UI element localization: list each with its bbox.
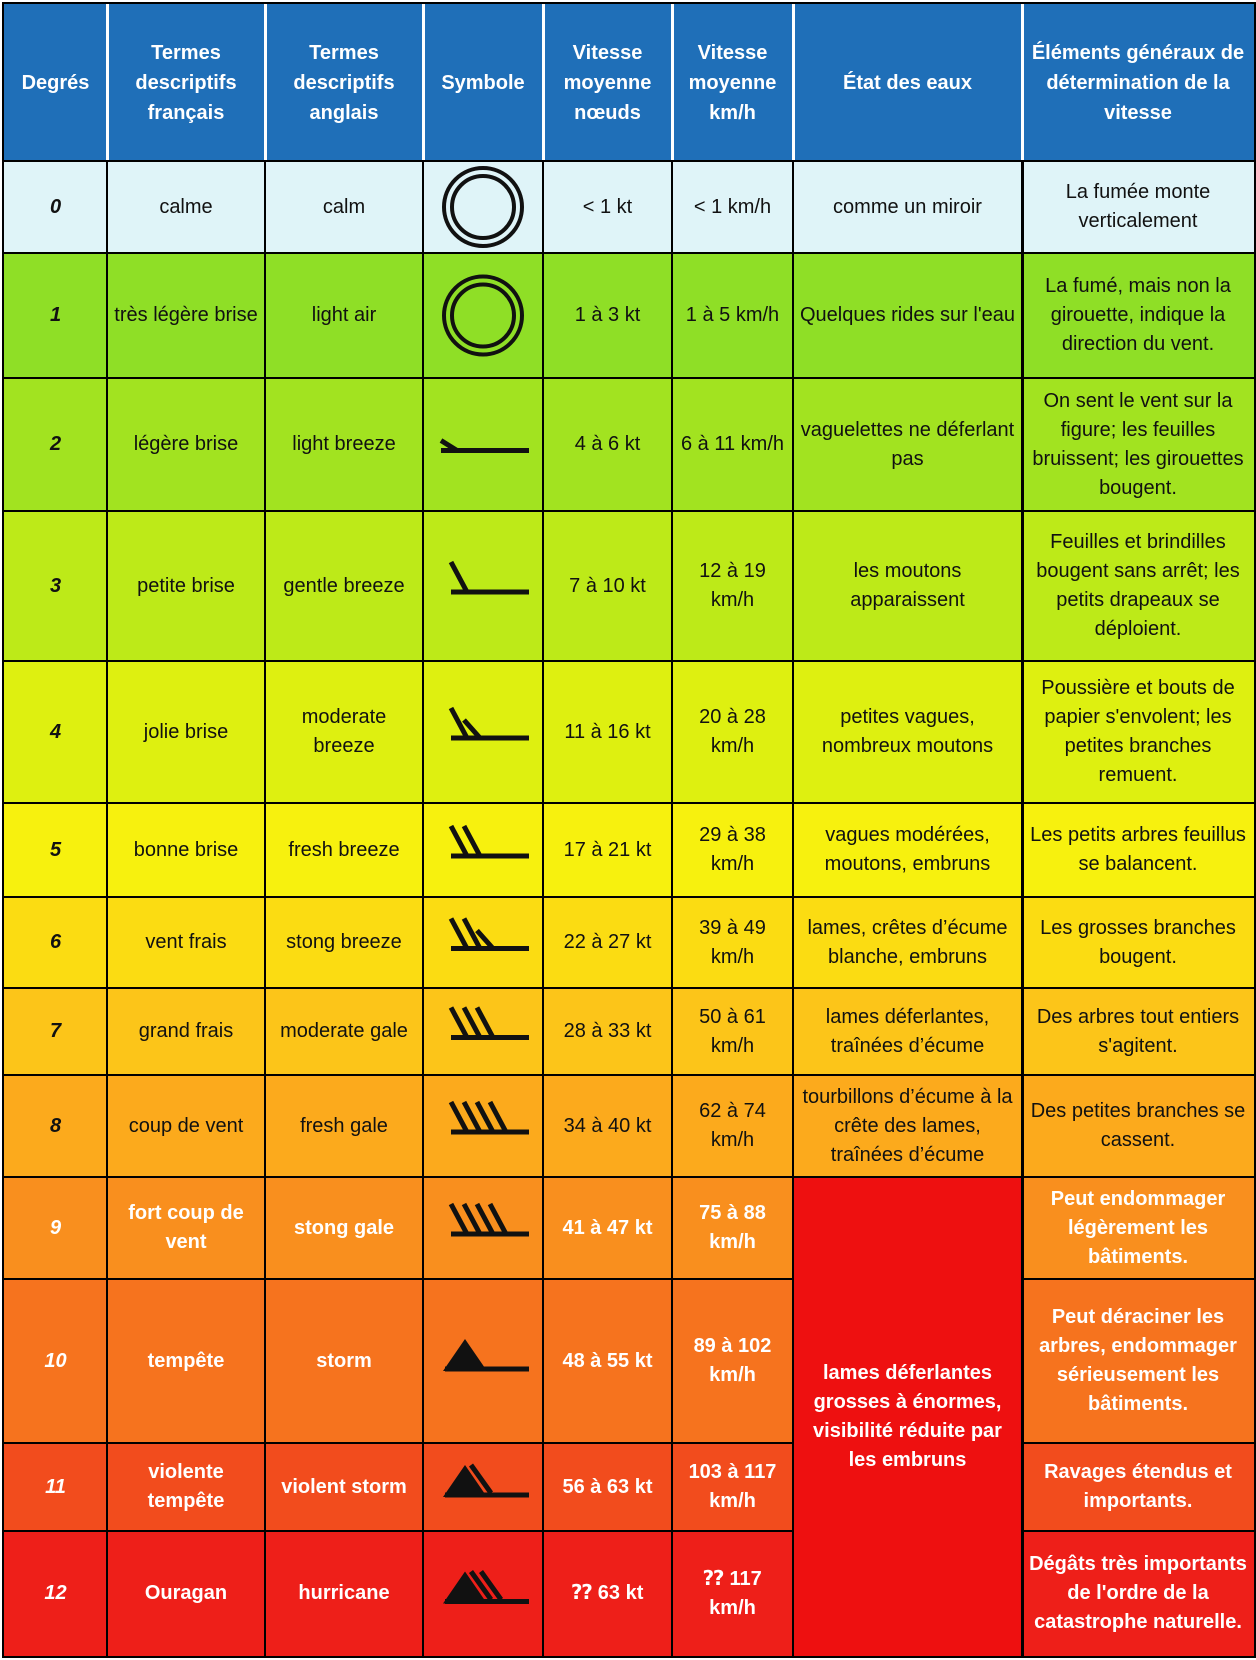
knots-cell: 17 à 21 kt <box>543 803 672 897</box>
degree-cell: 10 <box>4 1279 107 1443</box>
calm-circle-icon <box>423 161 543 253</box>
wind-barb-icon <box>423 1177 543 1279</box>
degree-cell: 5 <box>4 803 107 897</box>
border-top <box>2 2 1256 4</box>
water-cell: vaguelettes ne déferlant pas <box>793 378 1022 511</box>
kmh-cell: 29 à 38 km/h <box>672 803 793 897</box>
column-divider <box>264 161 266 1656</box>
degree-cell: 3 <box>4 511 107 661</box>
knots-cell: 11 à 16 kt <box>543 661 672 803</box>
elements-cell: La fumé, mais non la girouette, indique la direction du vent. <box>1022 253 1254 378</box>
kmh-cell: 39 à 49 km/h <box>672 897 793 988</box>
en-term-cell: gentle breeze <box>265 511 423 661</box>
knots-cell: 1 à 3 kt <box>543 253 672 378</box>
header-divider <box>542 4 545 161</box>
row-divider <box>4 987 1254 989</box>
fr-term-cell: très légère brise <box>107 253 265 378</box>
fr-term-cell: Ouragan <box>107 1531 265 1656</box>
row-divider <box>793 1176 1022 1178</box>
wind-barb-icon <box>423 803 543 897</box>
degree-cell: 7 <box>4 988 107 1075</box>
column-divider <box>542 161 544 1656</box>
pennant-triangle <box>443 1339 487 1371</box>
wind-barb-icon <box>423 988 543 1075</box>
fr-term-cell: grand frais <box>107 988 265 1075</box>
elements-cell: Les petits arbres feuillus se balancent. <box>1022 803 1254 897</box>
merged-water-text: lames déferlantes grosses à énormes, visibilité réduite par les embruns <box>793 1177 1022 1656</box>
header-en-terms: Termes descriptifs anglais <box>265 4 423 161</box>
header-divider <box>1021 4 1024 161</box>
row-divider <box>4 252 1254 254</box>
row-divider <box>1022 1530 1254 1532</box>
elements-cell: Peut déraciner les arbres, endommager sérieusement les bâtiments. <box>1022 1279 1254 1443</box>
fr-term-cell: coup de vent <box>107 1075 265 1177</box>
knots-cell: 28 à 33 kt <box>543 988 672 1075</box>
fr-term-cell: violente tempête <box>107 1443 265 1531</box>
degree-cell: 0 <box>4 161 107 253</box>
row-divider <box>4 1176 793 1178</box>
kmh-cell: ⁇ 117 km/h <box>672 1531 793 1656</box>
column-divider <box>792 161 794 1656</box>
fr-term-cell: petite brise <box>107 511 265 661</box>
row-divider <box>4 510 1254 512</box>
kmh-cell: 1 à 5 km/h <box>672 253 793 378</box>
en-term-cell: light breeze <box>265 378 423 511</box>
elements-cell: Des petites branches se cassent. <box>1022 1075 1254 1177</box>
en-term-cell: storm <box>265 1279 423 1443</box>
degree-cell: 4 <box>4 661 107 803</box>
kmh-cell: 6 à 11 km/h <box>672 378 793 511</box>
elements-cell: Ravages étendus et importants. <box>1022 1443 1254 1531</box>
elements-cell: Poussière et bouts de papier s'envolent; les petites branches remuent. <box>1022 661 1254 803</box>
header-fr-terms: Termes descriptifs français <box>107 4 265 161</box>
wind-pennant-icon <box>423 1531 543 1656</box>
barb-line <box>451 562 467 592</box>
row-divider <box>1022 1176 1254 1178</box>
row-divider <box>4 896 1254 898</box>
inner-circle <box>452 176 514 238</box>
elements-cell: Des arbres tout entiers s'agitent. <box>1022 988 1254 1075</box>
en-term-cell: stong gale <box>265 1177 423 1279</box>
elements-cell: On sent le vent sur la figure; les feuilles bruissent; les girouettes bougent. <box>1022 378 1254 511</box>
kmh-cell: 62 à 74 km/h <box>672 1075 793 1177</box>
knots-cell: 22 à 27 kt <box>543 897 672 988</box>
wind-barb-icon <box>423 511 543 661</box>
en-term-cell: fresh breeze <box>265 803 423 897</box>
en-term-cell: moderate breeze <box>265 661 423 803</box>
knots-cell: < 1 kt <box>543 161 672 253</box>
knots-cell: 7 à 10 kt <box>543 511 672 661</box>
header-elements: Éléments généraux de détermination de la vitesse <box>1022 4 1254 161</box>
row-divider <box>4 1530 793 1532</box>
row-divider <box>4 1074 1254 1076</box>
knots-cell: 34 à 40 kt <box>543 1075 672 1177</box>
en-term-cell: moderate gale <box>265 988 423 1075</box>
row-divider <box>4 1278 793 1280</box>
en-term-cell: hurricane <box>265 1531 423 1656</box>
header-divider <box>422 4 425 161</box>
column-divider <box>1021 161 1024 1656</box>
fr-term-cell: bonne brise <box>107 803 265 897</box>
knots-cell: 56 à 63 kt <box>543 1443 672 1531</box>
en-term-cell: stong breeze <box>265 897 423 988</box>
en-term-cell: violent storm <box>265 1443 423 1531</box>
fr-term-cell: calme <box>107 161 265 253</box>
water-cell: tourbillons d’écume à la crête des lames, traînées d’écume <box>793 1075 1022 1177</box>
light-air-circle-icon <box>423 253 543 378</box>
degree-cell: 8 <box>4 1075 107 1177</box>
en-term-cell: calm <box>265 161 423 253</box>
water-cell: les moutons apparaissent <box>793 511 1022 661</box>
kmh-cell: 12 à 19 km/h <box>672 511 793 661</box>
degree-cell: 9 <box>4 1177 107 1279</box>
fr-term-cell: tempête <box>107 1279 265 1443</box>
wind-barb-icon <box>423 1075 543 1177</box>
kmh-cell: 50 à 61 km/h <box>672 988 793 1075</box>
header-kmh: Vitesse moyenne km/h <box>672 4 793 161</box>
knots-cell: ⁇ 63 kt <box>543 1531 672 1656</box>
row-divider <box>1022 1278 1254 1280</box>
kmh-cell: 75 à 88 km/h <box>672 1177 793 1279</box>
water-cell: vagues modérées, moutons, embruns <box>793 803 1022 897</box>
degree-cell: 2 <box>4 378 107 511</box>
elements-cell: Feuilles et brindilles bougent sans arrêt; les petits drapeaux se déploient. <box>1022 511 1254 661</box>
outer-circle <box>444 168 522 246</box>
kmh-cell: 20 à 28 km/h <box>672 661 793 803</box>
wind-pennant-icon <box>423 1279 543 1443</box>
row-divider <box>4 1442 793 1444</box>
header-divider <box>792 4 795 161</box>
fr-term-cell: fort coup de vent <box>107 1177 265 1279</box>
row-divider <box>4 377 1254 379</box>
header-knots: Vitesse moyenne nœuds <box>543 4 672 161</box>
degree-cell: 11 <box>4 1443 107 1531</box>
elements-cell: La fumée monte verticalement <box>1022 161 1254 253</box>
border-left <box>2 2 4 1658</box>
wind-barb-icon <box>423 661 543 803</box>
inner-circle <box>452 285 514 347</box>
fr-term-cell: légère brise <box>107 378 265 511</box>
row-divider <box>4 660 1254 662</box>
header-water: État des eaux <box>793 4 1022 161</box>
header-divider <box>671 4 674 161</box>
water-cell: petites vagues, nombreux moutons <box>793 661 1022 803</box>
wind-barb-icon <box>423 378 543 511</box>
degree-cell: 1 <box>4 253 107 378</box>
outer-circle <box>444 277 522 355</box>
column-divider <box>106 161 108 1656</box>
border-bottom <box>2 1656 1256 1658</box>
kmh-cell: 89 à 102 km/h <box>672 1279 793 1443</box>
header-symbol: Symbole <box>423 4 543 161</box>
water-cell: comme un miroir <box>793 161 1022 253</box>
kmh-cell: < 1 km/h <box>672 161 793 253</box>
header-divider <box>264 4 267 161</box>
wind-pennant-icon <box>423 1443 543 1531</box>
water-cell: Quelques rides sur l'eau <box>793 253 1022 378</box>
knots-cell: 41 à 47 kt <box>543 1177 672 1279</box>
header-divider <box>106 4 109 161</box>
row-divider <box>1022 1442 1254 1444</box>
knots-cell: 48 à 55 kt <box>543 1279 672 1443</box>
fr-term-cell: jolie brise <box>107 661 265 803</box>
en-term-cell: fresh gale <box>265 1075 423 1177</box>
column-divider <box>422 161 424 1656</box>
header-degrees: Degrés <box>4 4 107 161</box>
kmh-cell: 103 à 117 km/h <box>672 1443 793 1531</box>
elements-cell: Dégâts très importants de l'ordre de la catastrophe naturelle. <box>1022 1531 1254 1656</box>
elements-cell: Les grosses branches bougent. <box>1022 897 1254 988</box>
elements-cell: Peut endommager légèrement les bâtiments. <box>1022 1177 1254 1279</box>
row-divider <box>4 160 1254 162</box>
water-cell: lames, crêtes d’écume blanche, embruns <box>793 897 1022 988</box>
degree-cell: 6 <box>4 897 107 988</box>
en-term-cell: light air <box>265 253 423 378</box>
wind-barb-icon <box>423 897 543 988</box>
row-divider <box>4 802 1254 804</box>
fr-term-cell: vent frais <box>107 897 265 988</box>
knots-cell: 4 à 6 kt <box>543 378 672 511</box>
water-cell: lames déferlantes, traînées d’écume <box>793 988 1022 1075</box>
column-divider <box>671 161 673 1656</box>
degree-cell: 12 <box>4 1531 107 1656</box>
